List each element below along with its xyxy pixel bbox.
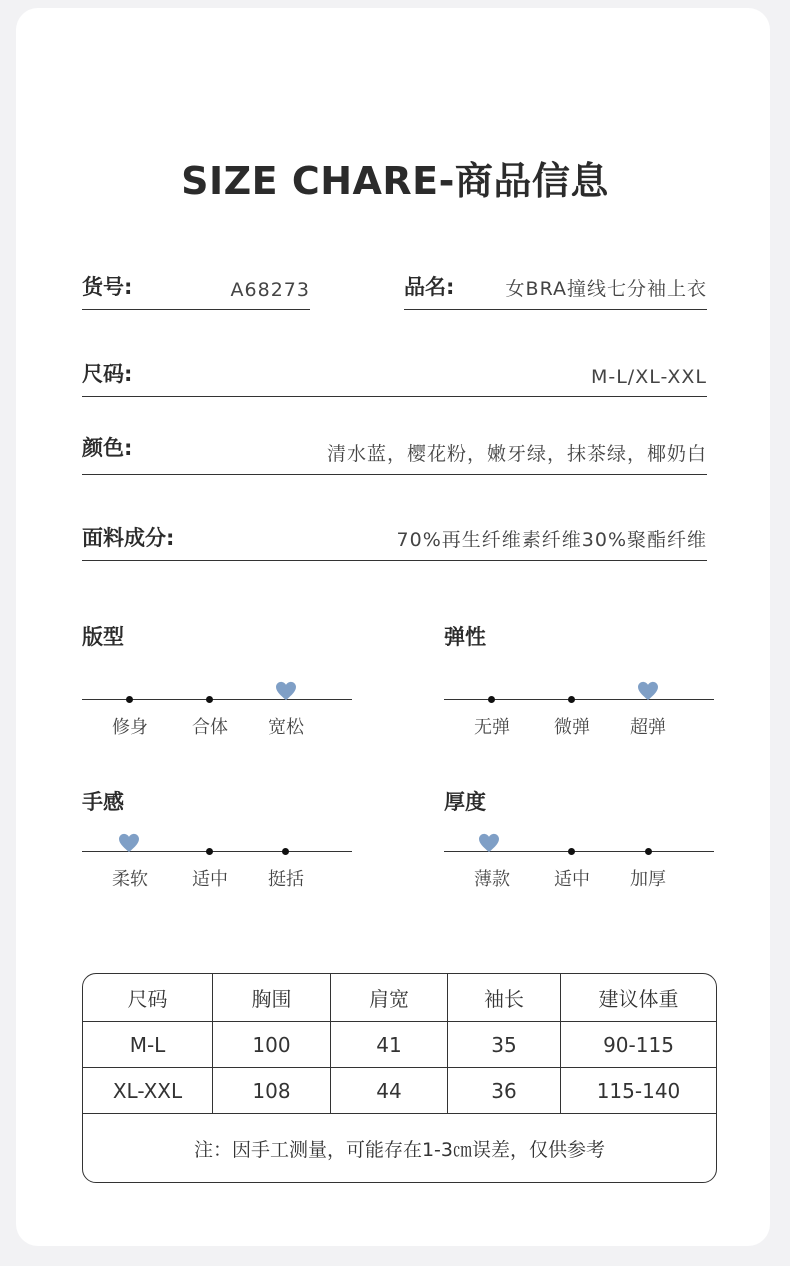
elasticity-option-1: 微弹: [554, 717, 590, 738]
thickness-scale-title: 厚度: [444, 790, 486, 814]
thickness-option-0: 薄款: [474, 869, 510, 890]
fabric-row: [82, 524, 707, 561]
color-value: 清水蓝，樱花粉，嫩牙绿，抹茶绿，椰奶白: [326, 443, 707, 465]
size-label: 尺码:: [82, 362, 133, 386]
table-cell: 115-140: [561, 1068, 716, 1114]
table-header-cell: 袖长: [448, 974, 561, 1022]
table-cell: 41: [331, 1022, 448, 1068]
fit-option-0: 修身: [112, 717, 148, 738]
fabric-value: 70%再生纤维素纤维30%聚酯纤维: [396, 529, 707, 551]
table-header-row: [83, 974, 716, 1022]
elasticity-option-2: 超弹: [630, 717, 666, 738]
elasticity-scale-title: 弹性: [444, 625, 486, 649]
item-number-row: [82, 273, 310, 310]
table-cell: XL-XXL: [83, 1068, 213, 1114]
table-cell: 36: [448, 1068, 561, 1114]
color-label: 颜色:: [82, 436, 133, 460]
elasticity-scale-marker-0: [488, 696, 495, 703]
table-header-cell: 胸围: [213, 974, 331, 1022]
fit-scale-line: [82, 699, 352, 700]
table-cell: 90-115: [561, 1022, 716, 1068]
heart-icon: [275, 681, 297, 701]
thickness-option-2: 加厚: [630, 869, 666, 890]
fit-option-2: 宽松: [268, 717, 304, 738]
elasticity-scale-marker-1: [568, 696, 575, 703]
size-table: [82, 973, 717, 1183]
hand-feel-option-1: 适中: [192, 869, 228, 890]
table-cell: 108: [213, 1068, 331, 1114]
fit-scale-marker-0: [126, 696, 133, 703]
size-value: M-L/XL-XXL: [590, 366, 707, 388]
table-cell: 35: [448, 1022, 561, 1068]
thickness-option-1: 适中: [554, 869, 590, 890]
hand-feel-scale-title: 手感: [82, 790, 124, 814]
elasticity-scale-line: [444, 699, 714, 700]
item-number-value: A68273: [230, 279, 310, 301]
product-name-label: 品名:: [404, 275, 455, 299]
table-cell: 100: [213, 1022, 331, 1068]
fit-option-1: 合体: [192, 717, 228, 738]
heart-icon: [118, 833, 140, 853]
table-header-cell: 尺码: [83, 974, 213, 1022]
product-name-value: 女BRA撞线七分袖上衣: [505, 278, 707, 300]
table-cell: M-L: [83, 1022, 213, 1068]
table-row: [83, 1068, 716, 1114]
measurement-note: 注：因手工测量，可能存在1-3㎝误差，仅供参考: [193, 1138, 606, 1161]
hand-feel-option-0: 柔软: [112, 869, 148, 890]
hand-feel-scale-marker-1: [206, 848, 213, 855]
fit-scale-marker-1: [206, 696, 213, 703]
table-cell: 44: [331, 1068, 448, 1114]
heart-icon: [637, 681, 659, 701]
heart-icon: [478, 833, 500, 853]
fabric-label: 面料成分:: [82, 526, 175, 550]
page-title: SIZE CHARE-商品信息: [181, 159, 609, 203]
elasticity-option-0: 无弹: [474, 717, 510, 738]
table-header-cell: 肩宽: [331, 974, 448, 1022]
thickness-scale-marker-1: [568, 848, 575, 855]
hand-feel-option-2: 挺括: [268, 869, 304, 890]
color-row: [82, 438, 707, 475]
product-name-row: [404, 273, 707, 310]
hand-feel-scale-marker-2: [282, 848, 289, 855]
table-header-cell: 建议体重: [561, 974, 716, 1022]
table-row: [83, 1022, 716, 1068]
table-note-row: [83, 1114, 716, 1182]
item-number-label: 货号:: [82, 275, 133, 299]
size-row: [82, 360, 707, 397]
thickness-scale-marker-2: [645, 848, 652, 855]
fit-scale-title: 版型: [82, 625, 124, 649]
